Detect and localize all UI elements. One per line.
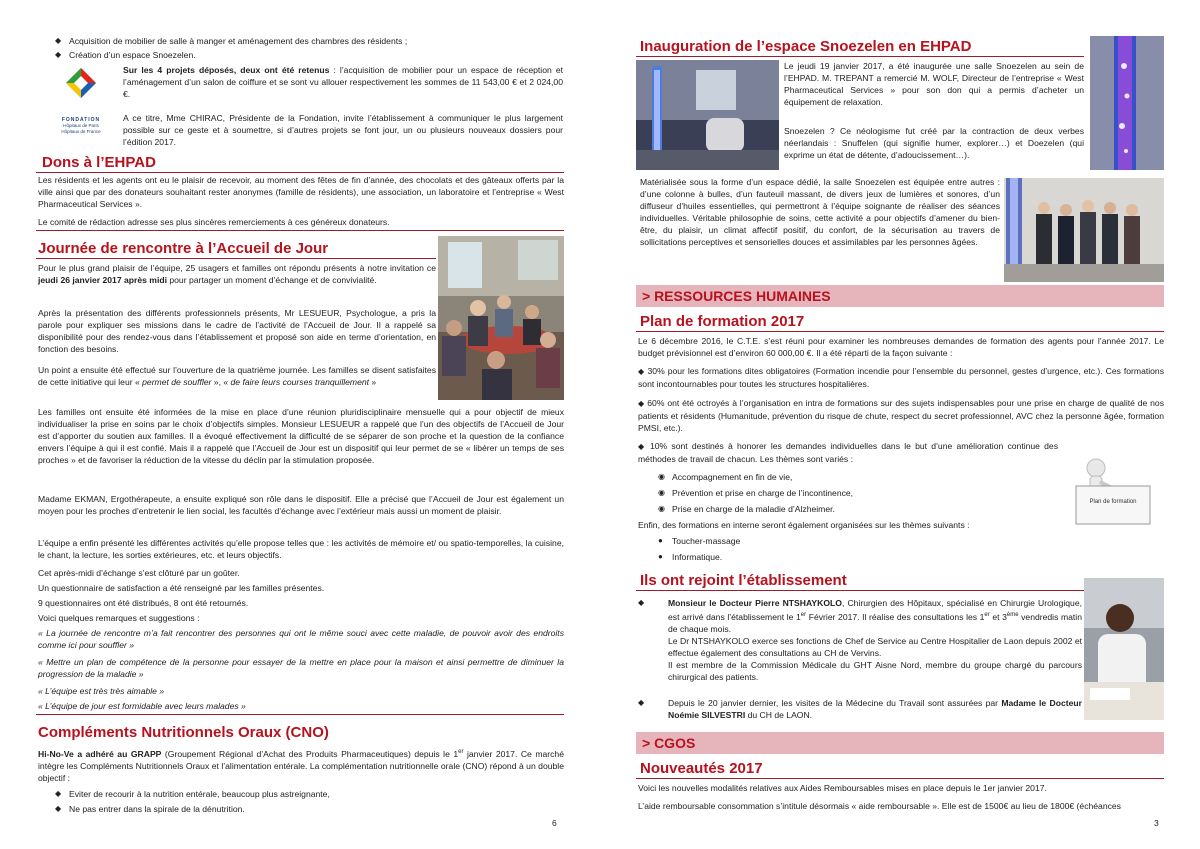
foundation-paragraph-2: A ce titre, Mme CHIRAC, Présidente de la Fondation, invite l’établissement à communiquer le plus largement possible sur ce geste et à soumettre, si d’autres projets se font jour, un ou plusieurs nouveaux dossiers pour l’édition 2017. [123, 113, 563, 148]
logo-text: FONDATION [61, 117, 101, 123]
diamond-bullet-icon: ◆ [638, 367, 648, 376]
section-title-dons: Dons à l’EHPAD [42, 154, 156, 171]
list-item: ● Informatique. [658, 552, 723, 563]
snoezelen-paragraph-2: Snoezelen ? Ce néologisme fut créé par la contraction de deux verbes néerlandais : Snuffelen (qui signifie humer, explorer…) et Doezelen (qui exprime un état de détente, d’adoucissement…). [784, 126, 1084, 161]
diamond-bullet-icon: ◆ [55, 36, 62, 45]
formation-paragraph-1: Le 6 décembre 2016, le C.T.E. s’est réuni pour examiner les nombreuses demandes de formation des agents pour l’année 2017. Le budget prévisionnel est d’environ 60 000,00 €. Il a été réparti de la façon suivante : [638, 336, 1164, 359]
journee-paragraph-8: Un questionnaire de satisfaction a été renseigné par les familles présentes. [38, 583, 325, 593]
list-item: ◉ Prise en charge de la maladie d’Alzheimer. [658, 504, 835, 515]
snoezelen-paragraph-3: Matérialisée sous la forme d’un espace dédié, la salle Snoezelen est équipée entre autres : d’une colonne à bulles, d’un fauteuil massant, de divers jeux de lumières et sonores, d’un diffuseur d’huiles essentielles, qui permettront à l’équipe soignante de réaliser des séances individuelles. Véritable philosophie de soins, cette activité a pour objectifs d’amener du bien-être, du plaisir, un climat affectif positif, du confort, de la sécurisation au travers de sollicitations perceptives et sensorielles douces et assimilables par les personnes âgées. [640, 177, 1000, 248]
journee-paragraph-6: L’équipe a enfin présenté les différentes activités qu’elle propose telles que : les activités de mémoire et/ ou spatio-temporelles, la cuisine, le chant, la lecture, les sorties extérieures, etc. et leurs objectifs. [38, 538, 564, 561]
list-item: ◆ Création d’un espace Snoezelen. [55, 50, 196, 61]
circle-bullet-icon: ◉ [658, 504, 665, 514]
list-item: ◆ Eviter de recourir à la nutrition entérale, beaucoup plus astreignante, [55, 789, 330, 799]
journee-paragraph-5: Madame EKMAN, Ergothérapeute, a ensuite expliqué son rôle dans le dispositif. Elle a précisé que l’Accueil de Jour est également un moyen pour les proches d’entretenir le lien social, les facultés d’échange avec l’extérieur mais aussi un moment de plaisir. [38, 494, 564, 517]
list-item: ● Toucher-massage [658, 536, 741, 546]
section-rule [636, 778, 1164, 779]
section-rule [636, 331, 1164, 332]
journee-paragraph-1: Pour le plus grand plaisir de l’équipe, 25 usagers et familles ont répondu présents à notre invitation ce jeudi 26 janvier 2017 après midi pour partager un moment d’échange et de convivialité. [38, 263, 436, 286]
journee-paragraph-3: Un point a ensuite été effectué sur l’ouverture de la quatrième journée. Les familles se disent satisfaites de cette initiative qui leur « permet de souffler », « de faire leurs courses tranquillement » [38, 365, 436, 388]
bubble-column-photo [1090, 36, 1164, 170]
diamond-bullet-icon: ◆ [638, 442, 650, 451]
bullet-icon: ● [658, 552, 663, 562]
formation-internal-list [658, 535, 1038, 563]
diamond-bullet-icon: ◆ [55, 804, 62, 814]
list-item: ◆ Acquisition de mobilier de salle à manger et aménagement des chambres des résidents ; [55, 36, 408, 46]
diamond-bullet-icon: ◆ [638, 698, 645, 707]
formation-themes [658, 471, 1038, 515]
quote-4: « L’équipe de jour est formidable avec leurs malades » [38, 701, 246, 711]
section-title-nouveautes: Nouveautés 2017 [640, 760, 763, 777]
section-rule [636, 590, 1084, 591]
section-rule [36, 172, 564, 173]
list-item: ◉ Prévention et prise en charge de l’incontinence, [658, 488, 854, 499]
section-rule [36, 230, 564, 231]
board-label: Plan de formation [1089, 499, 1137, 505]
section-title-snoezelen: Inauguration de l’espace Snoezelen en EHPAD [640, 38, 972, 55]
fondation-diamond-icon [50, 66, 112, 112]
journee-paragraph-4: Les familles ont ensuite été informées de la mise en place d’une réunion pluridisciplinaire mensuelle qui a pour objectif de mieux individualiser la prise en soins par le choix d’objectifs simples. Monsieur LESUEUR a rappelé que l’un des objectifs de l’Accueil de Jour est d’apporter du soutien aux familles. Il a évoqué effectivement la difficulté de se séparer de son proche et la question de la confiance envers l’équipe à qui il est confié. Mais il a rappelé que l’Accueil de Jour est un dispositif qui leur permet de se « libérer un temps de ses proches » et de favoriser la réduction de la vitesse du déclin par la stimulation proposée. [38, 407, 564, 466]
dons-paragraph-1: Les résidents et les agents ont eu le plaisir de recevoir, au moment des fêtes de fin d’année, des chocolats et des gâteaux offerts par la ville ainsi que par des donateurs souhaitant rester anonymes (famille de résidents), une association, un laboratoire et l’entreprise « West Pharmaceutical Services ». [38, 175, 564, 210]
quote-3: « L’équipe est très très aimable » [38, 686, 165, 696]
diamond-bullet-icon: ◆ [55, 789, 62, 798]
band-label: > RESSOURCES HUMAINES [642, 288, 831, 304]
fondation-logo [50, 66, 112, 136]
right-page [600, 0, 1200, 849]
page-number: 3 [1154, 818, 1159, 828]
circle-bullet-icon: ◉ [658, 488, 665, 498]
list-item: ◉ Accompagnement en fin de vie, [658, 472, 793, 482]
section-title-cno: Compléments Nutritionnels Oraux (CNO) [38, 724, 329, 741]
quote-2: « Mettre un plan de compétence de la personne pour essayer de la mettre en place pour la maison et ainsi permettre de diminuer la progression de la maladie » [38, 657, 564, 680]
formation-bullet-1: ◆ 30% pour les formations dites obligatoires (Formation incendie pour l’ensemble du personnel, gestes d’urgence, etc.). Ces formations sont incontournables pour toutes les structures hospitalières. [638, 366, 1165, 390]
page-number: 6 [552, 818, 557, 828]
section-rule [36, 258, 436, 259]
formation-paragraph-enfin: Enfin, des formations en interne seront également organisées sur les thèmes suivants : [638, 520, 970, 530]
nouveautes-paragraph-1: Voici les nouvelles modalités relatives aux Aides Remboursables mises en place depuis le 1er janvier 2017. [638, 783, 1047, 793]
plan-de-formation-illustration [1066, 456, 1156, 530]
nouveautes-paragraph-2: L’aide remboursable consommation s’intitule désormais « aide remboursable ». Elle est de 1500€ au lieu de 1800€ (échéances [638, 801, 1121, 811]
cno-bullets [55, 788, 555, 815]
section-rule [36, 714, 564, 715]
inauguration-group-photo [1004, 178, 1164, 282]
logo-text: Hôpitaux de France [61, 128, 101, 134]
section-rule [636, 56, 1084, 57]
section-title-formation: Plan de formation 2017 [640, 313, 805, 330]
list-item: ◆ Ne pas entrer dans la spirale de la dénutrition. [55, 804, 245, 815]
snoezelen-room-photo [636, 60, 779, 170]
dons-paragraph-2: Le comité de rédaction adresse ses plus sincères remerciements à ces généreux donateurs. [38, 217, 390, 227]
diamond-bullet-icon: ◆ [638, 598, 645, 607]
diamond-bullet-icon: ◆ [638, 399, 648, 408]
diamond-bullet-icon: ◆ [55, 50, 62, 60]
snoezelen-paragraph-1: Le jeudi 19 janvier 2017, a été inaugurée une salle Snoezelen au sein de l’EHPAD. M. TREPANT a remercié M. WOLF, Directeur de l’entreprise « West Pharmaceutical Services » pour son don qui a permis d’acheter un équipement de relaxation. [784, 61, 1084, 108]
journee-paragraph-7: Cet après-midi d’échange s’est clôturé par un goûter. [38, 568, 240, 578]
formation-bullet-2: ◆ 60% ont été octroyés à l’organisation en intra de formations sur des sujets indispensables pour une prise en charge de qualité de nos patients et résidents (Humanitude, prévention du risque de chute, respect du secret professionnel, AVC chez la personne âgée, formation PMSI, etc.). [638, 398, 1165, 434]
journee-paragraph-9: 9 questionnaires ont été distribués, 8 ont été retournés. [38, 598, 249, 608]
accueil-de-jour-photo [438, 236, 564, 400]
section-title-rejoint: Ils ont rejoint l’établissement [640, 572, 847, 589]
logo-text: Hôpitaux de Paris [63, 123, 99, 128]
section-band-cgos [636, 732, 1164, 754]
cno-paragraph-1: Hi-No-Ve a adhéré au GRAPP (Groupement Régional d’Achat des Produits Pharmaceutiques) depuis le 1er janvier 2017. Ce marché intègre les Compléments Nutritionnels Oraux et l’alimentation entérale. La complémentation nutritionnelle orale (CNO) répond à un double objectif : [38, 748, 564, 784]
circle-bullet-icon: ◉ [658, 472, 665, 481]
bullet-icon: ● [658, 536, 663, 545]
rejoint-item-2: ◆ Depuis le 20 janvier dernier, les visites de la Médecine du Travail sont assurées par Madame le Docteur Noémie SILVESTRI du CH de LAON. [638, 698, 1082, 721]
foundation-paragraph-1: Sur les 4 projets déposés, deux ont été retenus : l’acquisition de mobilier pour un espace de réception et l’aménagement d’un salon de coiffure et se sont vu allouer respectivement les sommes de 11 543,00 € et 2 024,00 €. [123, 65, 563, 100]
band-label: > CGOS [642, 735, 696, 751]
section-title-journee: Journée de rencontre à l’Accueil de Jour [38, 240, 329, 257]
journee-paragraph-10: Voici quelques remarques et suggestions : [38, 613, 200, 623]
quote-1: « La journée de rencontre m’a fait rencontrer des personnes qui ont le même souci avec cette maladie, de pouvoir avoir des endroits comme ici pour souffler » [38, 628, 564, 651]
section-band-ressources-humaines [636, 285, 1164, 307]
formation-bullet-3: ◆ 10% sont destinés à honorer les demandes individuelles dans le but d’une amélioration continue des méthodes de travail de chacun. Les thèmes sont variés : [638, 441, 1059, 465]
intro-bullets [55, 35, 565, 61]
doctor-photo [1084, 578, 1164, 720]
rejoint-item-1: ◆ Monsieur le Docteur Pierre NTSHAYKOLO, Chirurgien des Hôpitaux, spécialisé en Chirurgie Urologique, est arrivé dans l’établissement le 1er Février 2017. Il réalise des consultations les 1er et 3ème vendredis matin de chaque mois. Le Dr NTSHAYKOLO exerce ses fonctions de Chef de Service au Centre Hospitalier de Laon depuis 2002 et effectue également des consultations au CH de Vervins. Il est membre de la Commission Médicale du GHT Aisne Nord, membre du groupe chargé du parcours chirurgical des patients. [638, 598, 1082, 683]
journee-paragraph-2: Après la présentation des différents professionnels présents, Mr LESUEUR, Psychologue, a pris la parole pour expliquer ses missions dans le cadre de l’activité de l’Accueil de Jour. Il a rappelé sa disponibilité pour des rendez-vous dans l’établissement et proposé son aide en terme d’orientation, en fonction des besoins. [38, 308, 436, 355]
